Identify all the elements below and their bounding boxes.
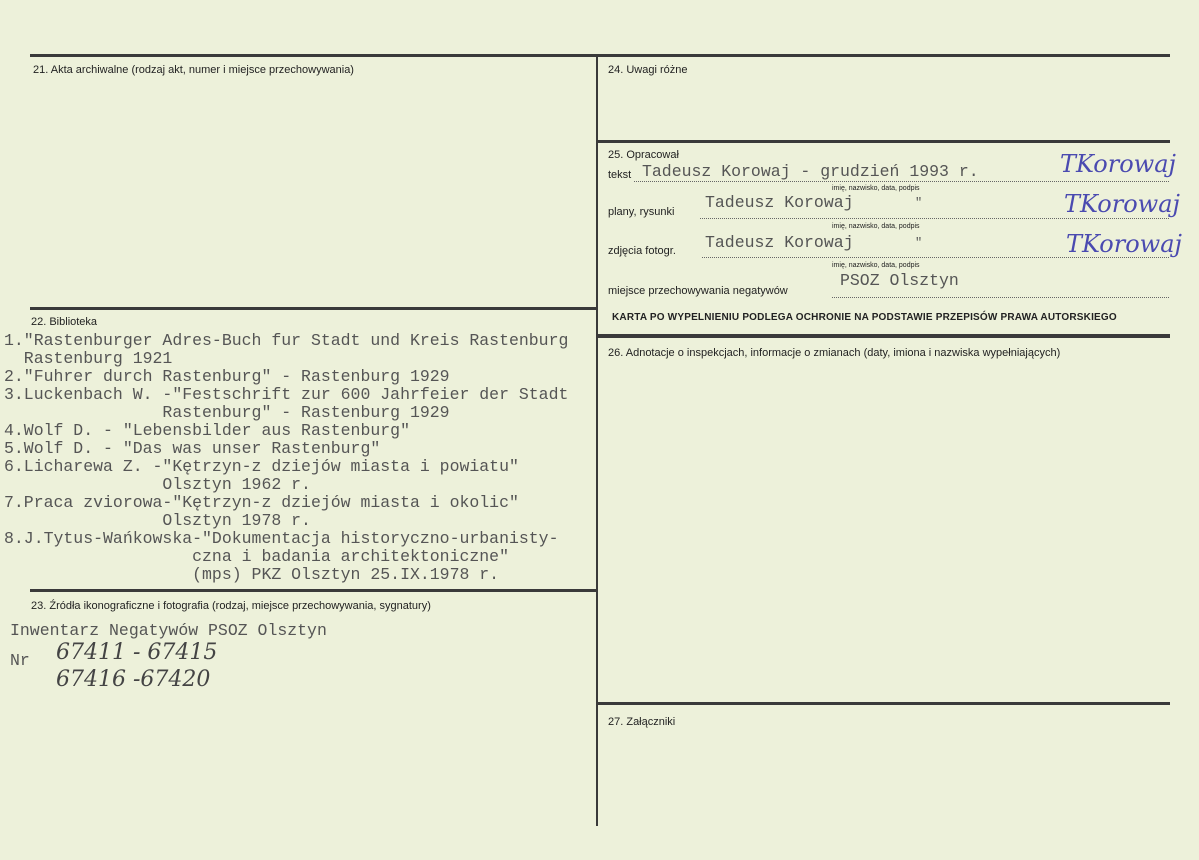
tekst-value: Tadeusz Korowaj - grudzień 1993 r. (642, 162, 979, 181)
plany-value: Tadeusz Korowaj (705, 193, 854, 212)
negative-numbers-1: 67411 - 67415 (56, 640, 218, 665)
zdjecia-hint: imię, nazwisko, data, podpis (832, 262, 920, 269)
tekst-line (634, 181, 1169, 182)
signature-1: TKorowaj (1060, 150, 1176, 178)
library-entry: 7.Praca zviorowa-"Kętrzyn-z dziejów miasta i okolic" (4, 493, 519, 512)
zdjecia-label: zdjęcia fotogr. (608, 245, 676, 257)
plany-ditto: " (915, 196, 923, 210)
section-26-label: 26. Adnotacje o inspekcjach, informacje o zmianach (daty, imiona i nazwiska wypełniających) (608, 347, 1061, 359)
signature-3: TKorowaj (1066, 230, 1182, 258)
library-entry: 6.Licharewa Z. -"Kętrzyn-z dziejów miasta i powiatu" (4, 457, 519, 476)
divider-22-23 (30, 589, 597, 592)
library-entry: (mps) PKZ Olsztyn 25.IX.1978 r. (4, 565, 500, 584)
library-entry: 5.Wolf D. - "Das was unser Rastenburg" (4, 439, 381, 458)
library-entry: 1."Rastenburger Adres-Buch fur Stadt und Kreis Rastenburg (4, 331, 569, 350)
miejsce-label: miejsce przechowywania negatywów (608, 285, 788, 297)
library-entry: Olsztyn 1962 r. (4, 475, 311, 494)
signature-2: TKorowaj (1064, 190, 1180, 218)
divider-24-25 (597, 140, 1170, 143)
section-21-label: 21. Akta archiwalne (rodzaj akt, numer i miejsce przechowywania) (33, 64, 354, 76)
divider-21-22 (30, 307, 597, 310)
nr-label: Nr (10, 651, 30, 670)
plany-hint: imię, nazwisko, data, podpis (832, 223, 920, 230)
plany-line (700, 218, 1169, 219)
library-list (4, 332, 568, 584)
negative-numbers-2: 67416 -67420 (56, 667, 211, 692)
library-entry: 2."Fuhrer durch Rastenburg" - Rastenburg 1929 (4, 367, 450, 386)
section-22-label: 22. Biblioteka (31, 316, 98, 328)
section-23-label: 23. Źródła ikonograficzne i fotografia (rodzaj, miejsce przechowywania, sygnatury) (31, 600, 431, 612)
miejsce-value: PSOZ Olsztyn (840, 271, 959, 290)
divider-25-26 (597, 334, 1170, 338)
zdjecia-ditto: " (915, 236, 923, 250)
divider-center (596, 54, 598, 826)
library-entry: czna i badania architektoniczne" (4, 547, 509, 566)
miejsce-line (832, 297, 1169, 298)
divider-top (30, 54, 1170, 57)
library-entry: Olsztyn 1978 r. (4, 511, 311, 530)
plany-label: plany, rysunki (608, 206, 675, 218)
section-25-label: 25. Opracował (608, 149, 679, 161)
library-entry: 8.J.Tytus-Wańkowska-"Dokumentacja historyczno-urbanisty- (4, 529, 559, 548)
library-entry: 3.Luckenbach W. -"Festschrift zur 600 Jahrfeier der Stadt (4, 385, 569, 404)
tekst-label: tekst (608, 169, 632, 181)
library-entry: 4.Wolf D. - "Lebensbilder aus Rastenburg" (4, 421, 410, 440)
library-entry: Rastenburg" - Rastenburg 1929 (4, 403, 450, 422)
tekst-hint: imię, nazwisko, data, podpis (832, 185, 920, 192)
negatives-inventory: Inwentarz Negatywów PSOZ Olsztyn (10, 621, 327, 640)
copyright-notice: KARTA PO WYPELNIENIU PODLEGA OCHRONIE NA PODSTAWIE PRZEPISÓW PRAWA AUTORSKIEGO (612, 312, 1117, 323)
library-entry: Rastenburg 1921 (4, 349, 173, 368)
section-27-label: 27. Załączniki (608, 716, 676, 728)
section-24-label: 24. Uwagi różne (608, 64, 688, 76)
zdjecia-value: Tadeusz Korowaj (705, 233, 854, 252)
divider-26-27 (597, 702, 1170, 705)
